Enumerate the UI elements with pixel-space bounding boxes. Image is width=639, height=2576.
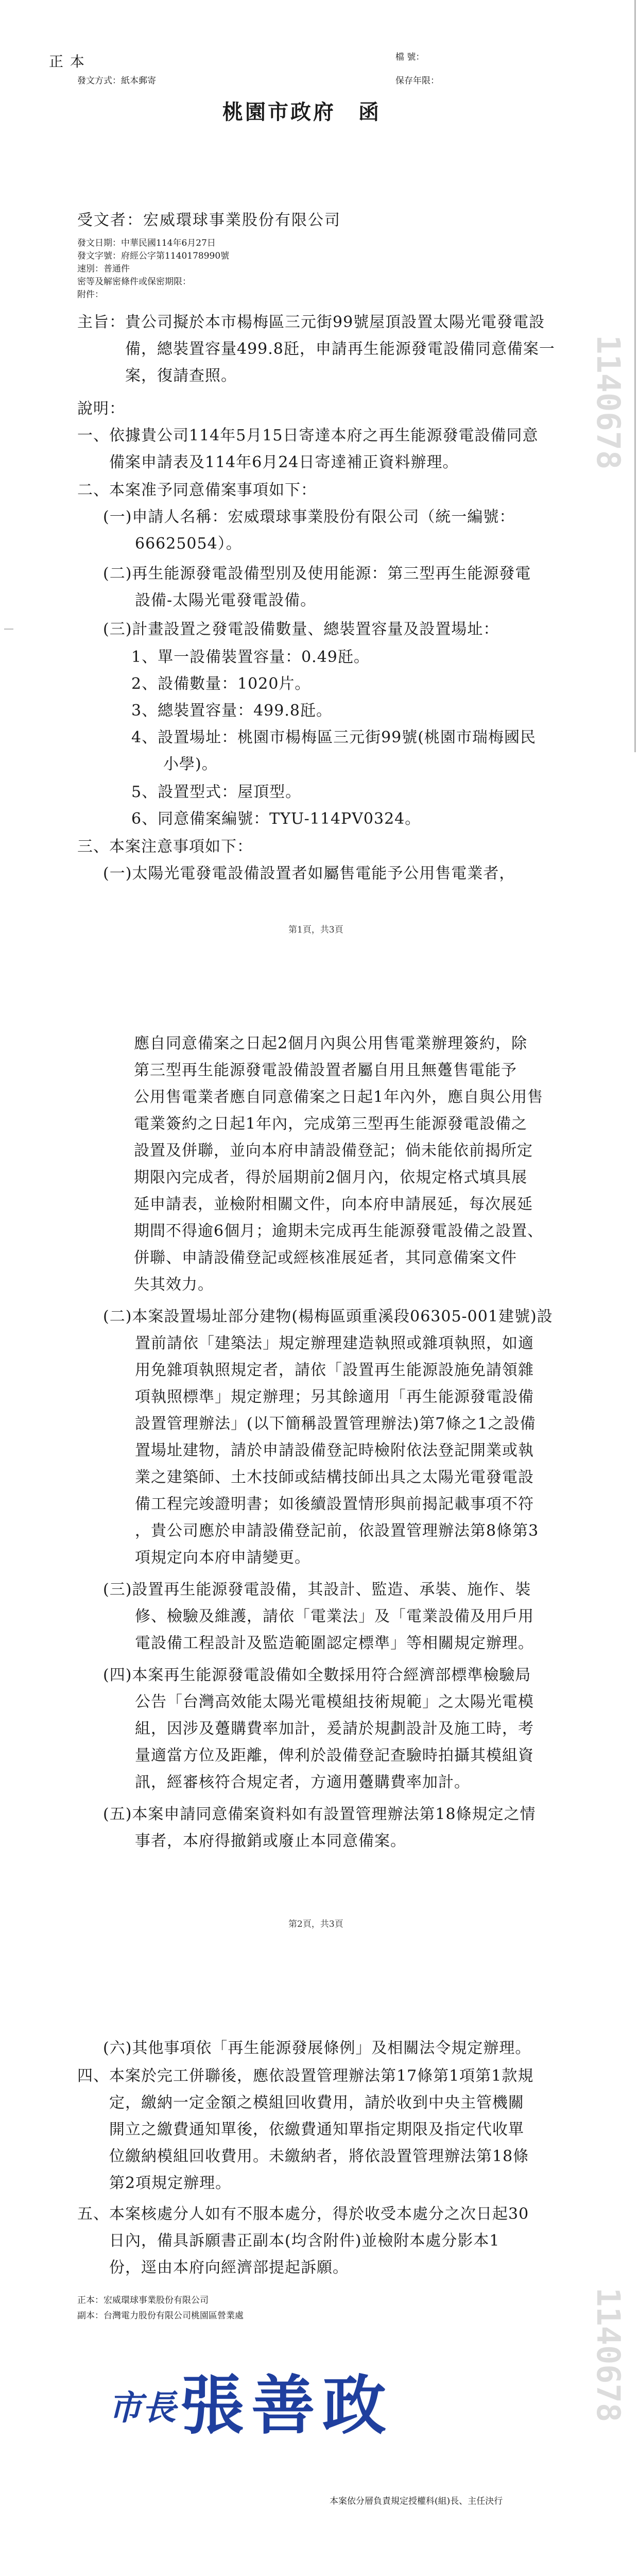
- p3-para4-4: 位繳納模組回收費用。未繳納者，將依設置管理辦法第18條: [77, 2147, 529, 2165]
- spec-6: 6、同意備案編號：TYU-114PV0324。: [131, 810, 421, 828]
- page-2-footer: 第2頁，共3頁: [288, 1919, 343, 1929]
- spec-3: 3、總裝置容量：499.8瓩。: [131, 702, 332, 720]
- p3-para4-3: 開立之繳費通知單後，依繳費通知單指定期限及指定代收單: [77, 2121, 524, 2139]
- p3-para4-1: 四、本案於完工併聯後，應依設置管理辦法第17條第1項第1款規: [77, 2067, 534, 2085]
- subject-line-3: 案，復請查照。: [77, 367, 237, 385]
- p2-d-4: 量適當方位及距離，俾利於設備登記查驗時拍攝其模組資: [103, 1747, 534, 1765]
- p3-para5-3: 份，逕由本府向經濟部提起訴願。: [77, 2259, 349, 2277]
- org-title: 桃園市政府 函: [222, 100, 381, 124]
- date-line: 發文日期：中華民國114年6月27日: [77, 238, 216, 248]
- spec-2: 2、設備數量：1020片。: [131, 675, 311, 693]
- archive-no-label: 檔 號：: [395, 52, 425, 62]
- p2-d-2: 公告「台灣高效能太陽光電模組技術規範」之太陽光電模: [103, 1693, 534, 1711]
- p2-a-2: 第三型再生能源發電設備設置者屬自用且無躉售電能予: [134, 1061, 517, 1079]
- spec-4-cont: 小學)。: [131, 755, 218, 773]
- cc-copy: 副本：台灣電力股份有限公司桃園區營業處: [77, 2311, 244, 2321]
- p2-e-1: (五)本案申請同意備案資料如有設置管理辦法第18條規定之情: [103, 1805, 536, 1823]
- item3-1-line: (一)太陽光電發電設備設置者如屬售電能予公用售電業者，: [103, 865, 515, 883]
- p2-b-2: 置前請依「建築法」規定辦理建造執照或雜項執照，如適: [103, 1334, 534, 1352]
- p2-b-5: 設置管理辦法」(以下簡稱設置管理辦法)第7條之1之設備: [103, 1415, 536, 1433]
- security-line: 密等及解密條件或保密期限：: [77, 277, 191, 287]
- cc-main: 正本：宏威環球事業股份有限公司: [77, 2295, 209, 2306]
- p2-a-1: 應自同意備案之日起2個月內與公用售電業辦理簽約，除: [134, 1035, 528, 1053]
- send-method: 發文方式：紙本郵寄: [77, 76, 156, 86]
- spec-4: 4、設置場址：桃園市楊梅區三元街99號(桃園市瑞梅國民: [131, 728, 536, 747]
- p2-e-2: 事者，本府得撤銷或廢止本同意備案。: [103, 1832, 406, 1850]
- para3-label: 三、本案注意事項如下：: [77, 838, 253, 856]
- p3-para5-1: 五、本案核處分人如有不服本處分，得於收受本處分之次日起30: [77, 2205, 529, 2223]
- subject-line-2: 備，總裝置容量499.8瓩，申請再生能源發電設備同意備案一: [77, 340, 555, 358]
- item2-line-1: (二)再生能源發電設備型別及使用能源：第三型再生能源發電: [103, 565, 531, 583]
- p2-a-7: 延申請表，並檢附相關文件，向本府申請展延，每次展延: [134, 1195, 533, 1213]
- p2-a-3: 公用售電業者應自同意備案之日起1年內外，應自與公用售: [134, 1088, 544, 1106]
- stamp-1: 1140678: [590, 335, 627, 470]
- spec-5: 5、設置型式：屋頂型。: [131, 783, 302, 801]
- p2-a-9: 併聯、申請設備登記或經核准展延者，其同意備案文件: [134, 1249, 517, 1267]
- para2-label: 二、本案准予同意備案事項如下：: [77, 481, 317, 499]
- p2-b-10: 項規定向本府申請變更。: [103, 1549, 310, 1567]
- p2-d-3: 組，因涉及躉購費率加計，爰請於規劃設計及施工時，考: [103, 1720, 534, 1738]
- item1-line-2: 66625054）。: [103, 535, 242, 553]
- p2-d-1: (四)本案再生能源發電設備如全數採用符合經濟部標準檢驗局: [103, 1666, 531, 1684]
- copy-label: 正 本: [49, 53, 85, 70]
- item2-line-2: 設備-太陽光電發電設備。: [103, 591, 317, 609]
- p3-item6: (六)其他事項依「再生能源發展條例」及相關法令規定辦理。: [103, 2039, 531, 2057]
- p2-a-10: 失其效力。: [134, 1276, 214, 1294]
- p2-d-5: 訊，經審核符合規定者，方適用躉購費率加計。: [103, 1773, 470, 1791]
- retention-label: 保存年限：: [395, 76, 439, 86]
- stamp-3: 1140678: [590, 2287, 627, 2422]
- item1-line-1: (一)申請人名稱：宏威環球事業股份有限公司（統一編號：: [103, 508, 515, 526]
- para1-line-1: 一、依據貴公司114年5月15日寄達本府之再生能源發電設備同意: [77, 427, 539, 445]
- p2-b-6: 置場址建物，請於申請設備登記時檢附依法登記開業或執: [103, 1442, 534, 1460]
- p3-para4-5: 第2項規定辦理。: [77, 2174, 232, 2192]
- p2-a-6: 期限內完成者，得於屆期前2個月內，依規定格式填具展: [134, 1168, 528, 1187]
- item3-label: (三)計畫設置之發電設備數量、總裝置容量及設置場址：: [103, 620, 499, 638]
- doc-no-line: 發文字號：府經公字第1140178990號: [77, 251, 230, 261]
- mayor-title: 市長: [108, 2387, 176, 2428]
- p2-b-4: 項執照標準」規定辦理；另其餘適用「再生能源發電設備: [103, 1388, 534, 1406]
- p2-b-8: 備工程完竣證明書；如後續設置情形與前揭記載事項不符: [103, 1495, 534, 1513]
- p2-a-8: 期間不得逾6個月；逾期未完成再生能源發電設備之設置、: [134, 1222, 544, 1240]
- para1-line-2: 備案申請表及114年6月24日寄達補正資料辦理。: [77, 453, 459, 471]
- subject-line-1: 主旨：貴公司擬於本市楊梅區三元街99號屋頂設置太陽光電發電設: [77, 313, 545, 331]
- p2-b-7: 業之建築師、土木技師或結構技師出具之太陽光電發電設: [103, 1468, 534, 1486]
- mayor-signature: 張善政: [180, 2368, 394, 2443]
- p2-a-5: 設置及併聯，並向本府申請設備登記；倘未能依前揭所定: [134, 1142, 533, 1160]
- p2-b-9: ，貴公司應於申請設備登記前，依設置管理辦法第8條第3: [103, 1522, 539, 1540]
- p2-c-1: (三)設置再生能源發電設備，其設計、監造、承裝、施作、裝: [103, 1581, 531, 1599]
- delegation-note: 本案依分層負責規定授權科(組)長、主任決行: [330, 2496, 503, 2506]
- spec-1: 1、單一設備裝置容量：0.49瓩。: [131, 648, 370, 666]
- scan-edge: [634, 0, 636, 752]
- recipient: 受文者：宏威環球事業股份有限公司: [77, 211, 341, 229]
- explain-label: 說明：: [77, 400, 125, 418]
- p3-para4-2: 定，繳納一定金額之模組回收費用，請於收到中央主管機關: [77, 2094, 524, 2112]
- p3-para5-2: 日內，備具訴願書正副本(均含附件)並檢附本處分影本1: [77, 2232, 500, 2250]
- page-1-footer: 第1頁，共3頁: [288, 925, 343, 935]
- p2-c-3: 電設備工程設計及監造範圍認定標準」等相關規定辦理。: [103, 1634, 534, 1652]
- p2-b-1: (二)本案設置場址部分建物(楊梅區頭重溪段06305-001建號)設: [103, 1308, 553, 1326]
- attachment-line: 附件：: [77, 290, 103, 300]
- p2-b-3: 用免雜項執照規定者，請依「設置再生能源設施免請領雜: [103, 1361, 534, 1379]
- speed-line: 速別：普通件: [77, 264, 130, 274]
- p2-a-4: 電業簽約之日起1年內，完成第三型再生能源發電設備之: [134, 1115, 528, 1133]
- p2-c-2: 修、檢驗及維護，請依「電業法」及「電業設備及用戶用: [103, 1607, 534, 1625]
- punch-mark: [4, 629, 13, 630]
